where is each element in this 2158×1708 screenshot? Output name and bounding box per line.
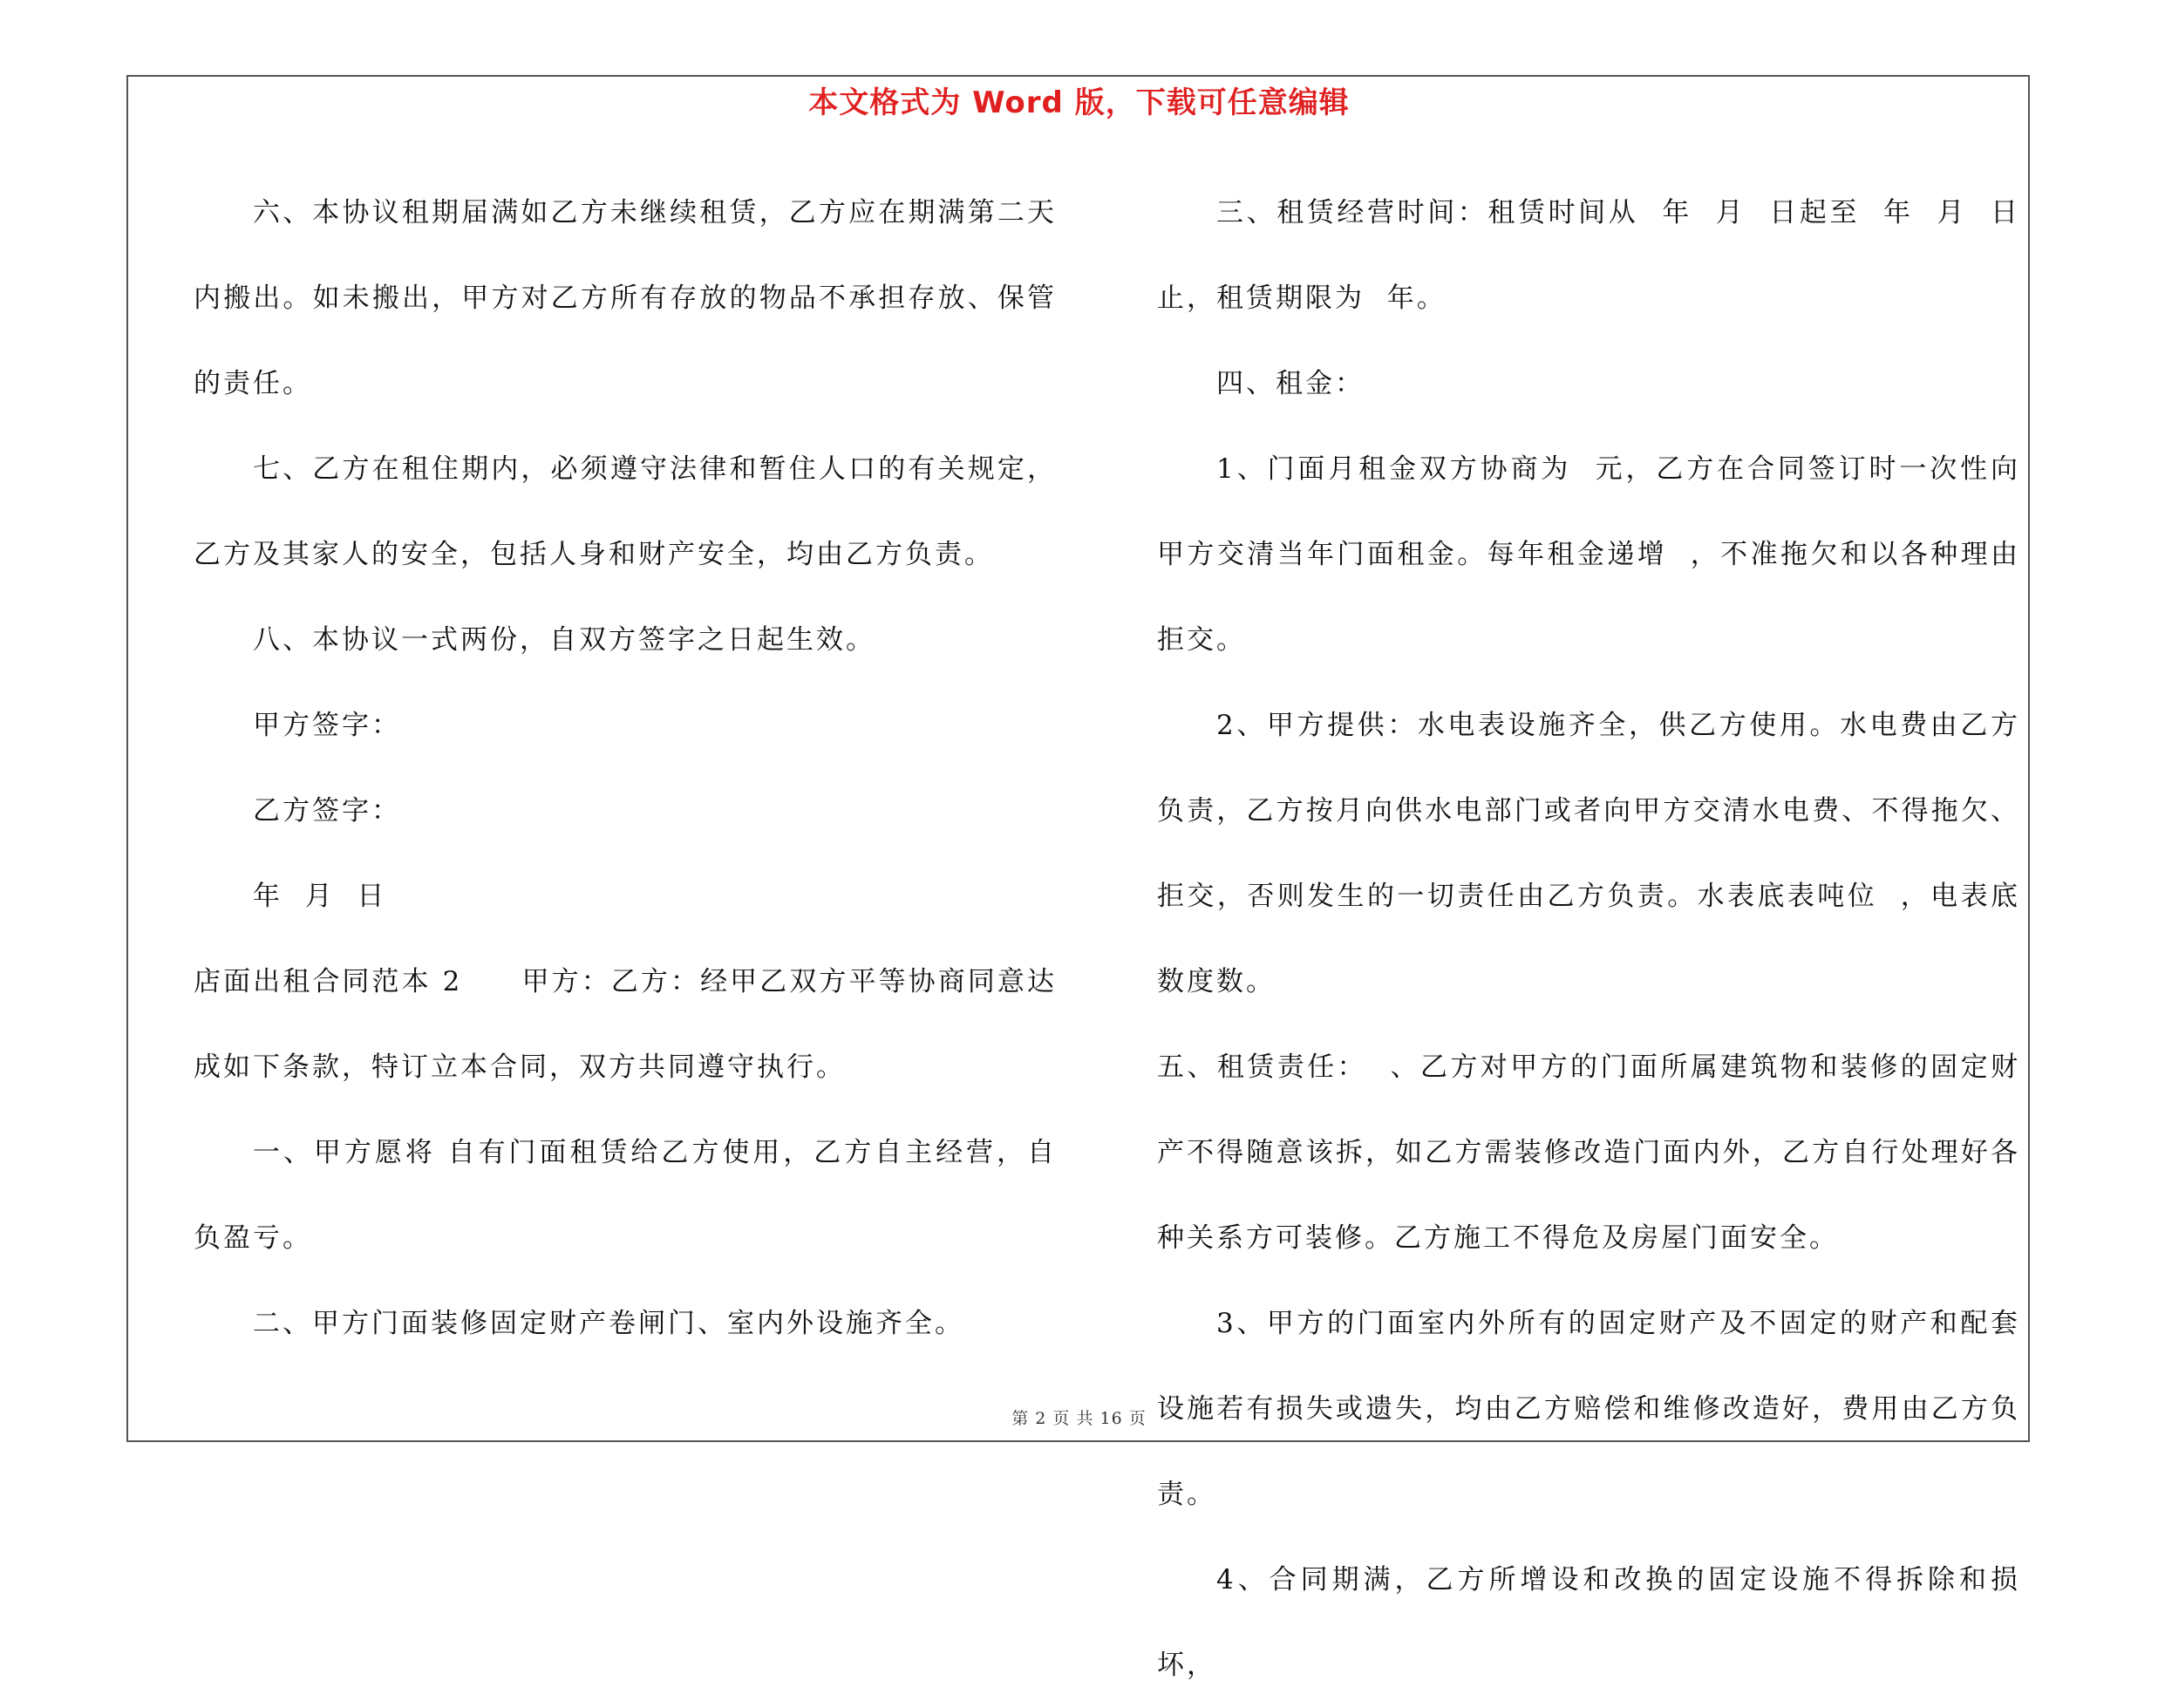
rent-clause-1: 1、门面月租金双方协商为 元，乙方在合同签订时一次性向甲方交清当年门面租金。每年租金递增 ，不准拖欠和以各种理由拒交。	[1157, 453, 2020, 656]
paragraph-four: 四、租金：	[1216, 368, 1365, 399]
paragraph-three: 三、租赁经营时间：租赁时间从 年 月 日起至 年 月 日止，租赁期限为 年。	[1157, 197, 2020, 314]
paragraph-five: 五、租赁责任： 、乙方对甲方的门面所属建筑物和装修的固定财产不得随意该拆，如乙方需装修改造门面内外，乙方自行处理好各种关系方可装修。乙方施工不得危及房屋门面安全。	[1157, 1051, 2020, 1254]
paragraph-one: 一、甲方愿将 自有门面租赁给乙方使用，乙方自主经营，自负盈亏。	[194, 1137, 1057, 1254]
paragraph-six: 六、本协议租期届满如乙方未继续租赁，乙方应在期满第二天内搬出。如未搬出，甲方对乙方所有存放的物品不承担存放、保管的责任。	[194, 197, 1057, 399]
contract-template-intro: 店面出租合同范本 2 甲方：乙方：经甲乙双方平等协商同意达成如下条款，特订立本合同，双方共同遵守执行。	[194, 966, 1057, 1083]
property-clause-3: 3、甲方的门面室内外所有的固定财产及不固定的财产和配套设施若有损失或遗失，均由乙方赔偿和维修改造好，费用由乙方负责。	[1157, 1308, 2020, 1510]
paragraph-two: 二、甲方门面装修固定财产卷闸门、室内外设施齐全。	[253, 1308, 964, 1339]
page-number-footer: 第 2 页 共 16 页	[1011, 1409, 1147, 1428]
paragraph-eight: 八、本协议一式两份，自双方签字之日起生效。	[253, 624, 875, 656]
utilities-clause-2: 2、甲方提供：水电表设施齐全，供乙方使用。水电费由乙方负责，乙方按月向供水电部门或者向甲方交清水电费、不得拖欠、拒交，否则发生的一切责任由乙方负责。水表底表吨位 ，电表底数度数。	[1157, 710, 2020, 997]
date-line: 年 月 日	[253, 881, 387, 912]
party-b-signature: 乙方签字：	[253, 795, 401, 827]
right-column	[1157, 170, 2020, 1708]
header-banner: 本文格式为 Word 版，下载可任意编辑	[808, 85, 1350, 120]
paragraph-seven: 七、乙方在租住期内，必须遵守法律和暂住人口的有关规定，乙方及其家人的安全，包括人身和财产安全，均由乙方负责。	[194, 453, 1057, 570]
left-column	[194, 170, 1057, 1366]
party-a-signature: 甲方签字：	[253, 710, 401, 741]
expiry-clause-4: 4、合同期满，乙方所增设和改换的固定设施不得拆除和损坏，	[1157, 1564, 2020, 1681]
